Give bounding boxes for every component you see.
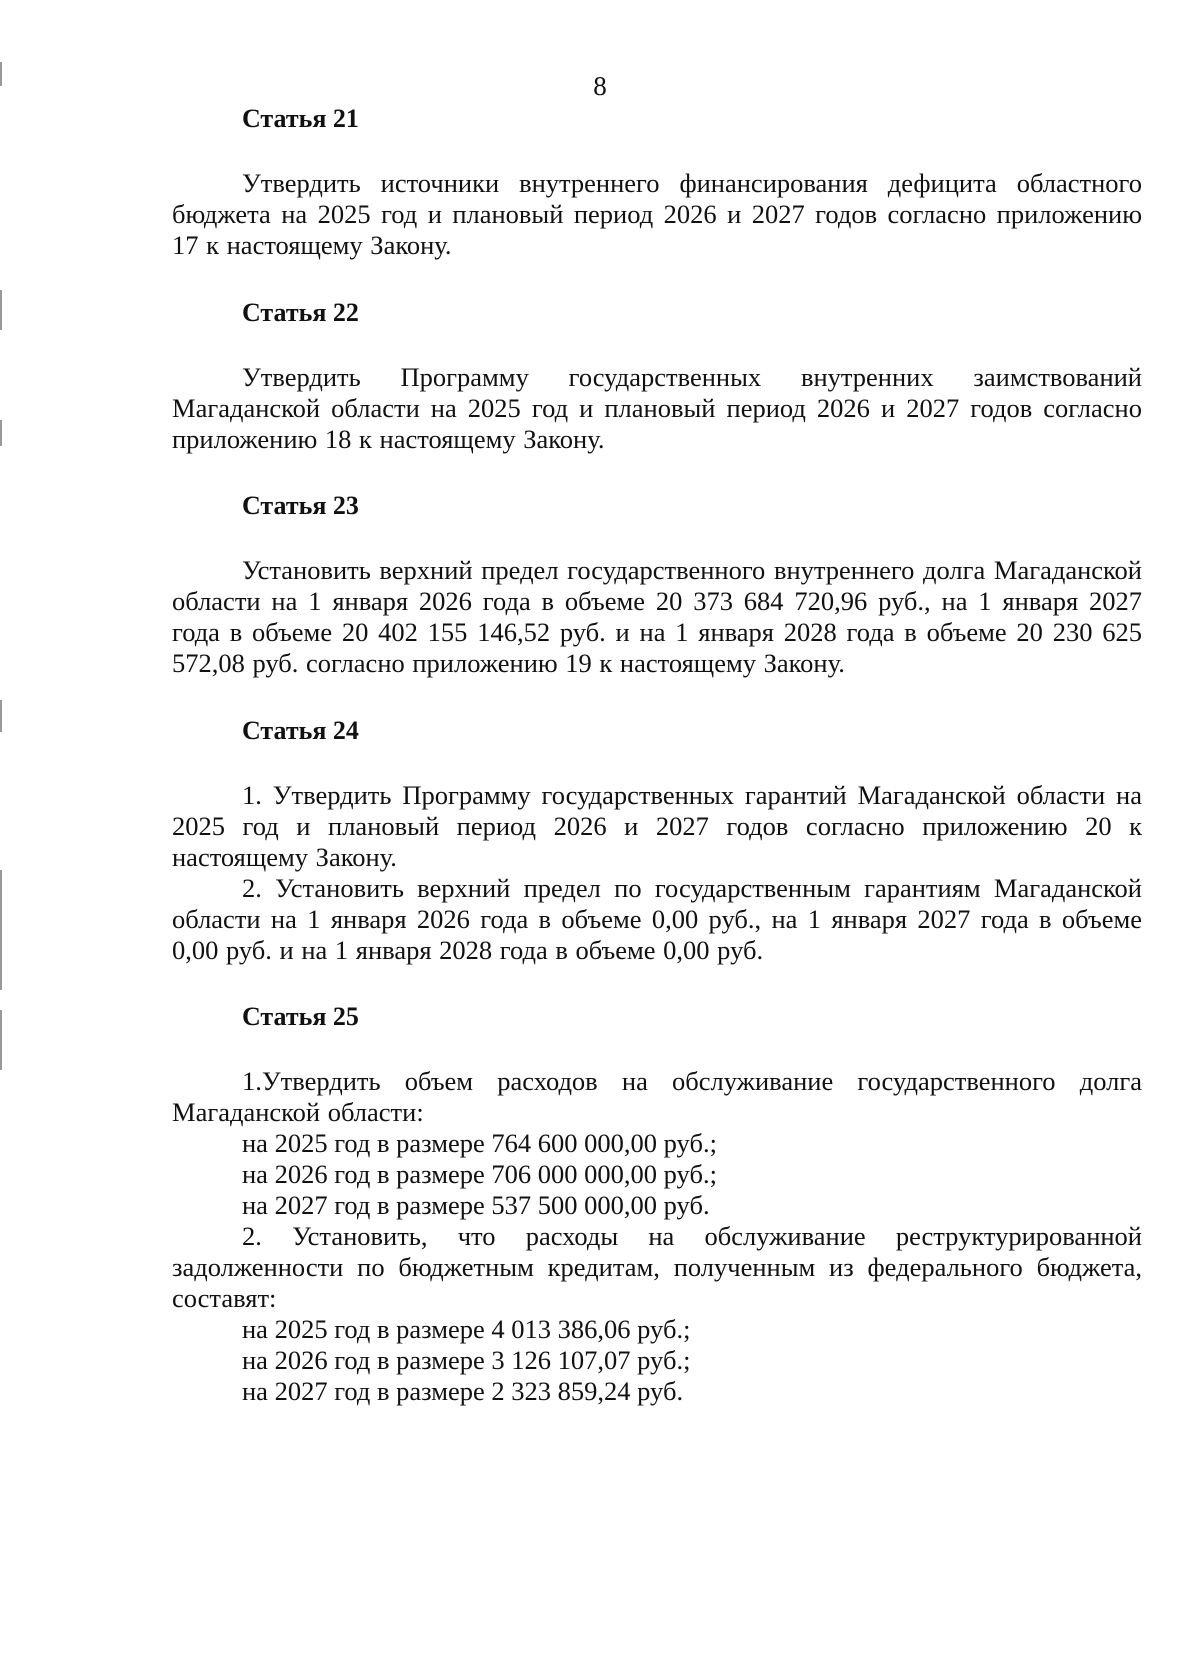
article-21 [172,103,1142,261]
article-paragraph: 1. Утвердить Программу государственных гарантий Магаданской области на 2025 год и плановый период 2026 и 2027 годов согласно приложению 20 к настоящему Закону. [172,780,1142,872]
expense-line: на 2027 год в размере 2 323 859,24 руб. [242,1376,684,1406]
expense-line: на 2025 год в размере 4 013 386,06 руб.; [242,1314,691,1344]
article-paragraph: 1.Утвердить объем расходов на обслуживание государственного долга Магаданской области: [172,1066,1142,1127]
document-body [172,103,1142,1443]
article-title: Статья 23 [242,491,359,520]
article-title: Статья 22 [242,298,359,327]
article-paragraph: Установить верхний предел государственного внутреннего долга Магаданской области на 1 января 2026 года в объеме 20 373 684 720,96 руб., на 1 января 2027 года в объеме 20 402 155 146,52 руб. и на 1 января 2028 года в объеме 20 230 625 572,08 руб. согласно приложению 19 к настоящему Закону. [172,555,1142,678]
expense-line: на 2025 год в размере 764 600 000,00 руб.; [242,1128,717,1158]
article-23 [172,490,1142,679]
scan-edge-marks [0,0,4,1656]
article-paragraph: Утвердить источники внутреннего финансирования дефицита областного бюджета на 2025 год и плановый период 2026 и 2027 годов согласно приложению 17 к настоящему Закону. [172,168,1142,260]
page-number: 8 [593,71,607,101]
expense-line: на 2027 год в размере 537 500 000,00 руб. [242,1190,710,1220]
article-paragraph: Утвердить Программу государственных внутренних заимствований Магаданской области на 2025 год и плановый период 2026 и 2027 годов согласно приложению 18 к настоящему Закону. [172,362,1142,454]
article-22 [172,297,1142,455]
scan-edge-mark [0,700,2,732]
expense-line: на 2026 год в размере 706 000 000,00 руб.; [242,1159,717,1189]
article-25 [172,1001,1142,1407]
scan-edge-mark [0,870,2,990]
article-paragraph: 2. Установить верхний предел по государственным гарантиям Магаданской области на 1 января 2026 года в объеме 0,00 руб., на 1 января 2027 года в объеме 0,00 руб. и на 1 января 2028 года в объеме 0,00 руб. [172,873,1142,965]
article-title: Статья 21 [242,104,359,133]
expense-line: на 2026 год в размере 3 126 107,07 руб.; [242,1345,691,1375]
scan-edge-mark [0,420,2,446]
scan-edge-mark [0,290,2,330]
article-24 [172,715,1142,966]
article-title: Статья 24 [242,716,359,745]
article-paragraph: 2. Установить, что расходы на обслуживание реструктурированной задолженности по бюджетным кредитам, полученным из федерального бюджета, составят: [172,1221,1142,1313]
article-title: Статья 25 [242,1002,359,1031]
scan-edge-mark [0,1010,2,1070]
